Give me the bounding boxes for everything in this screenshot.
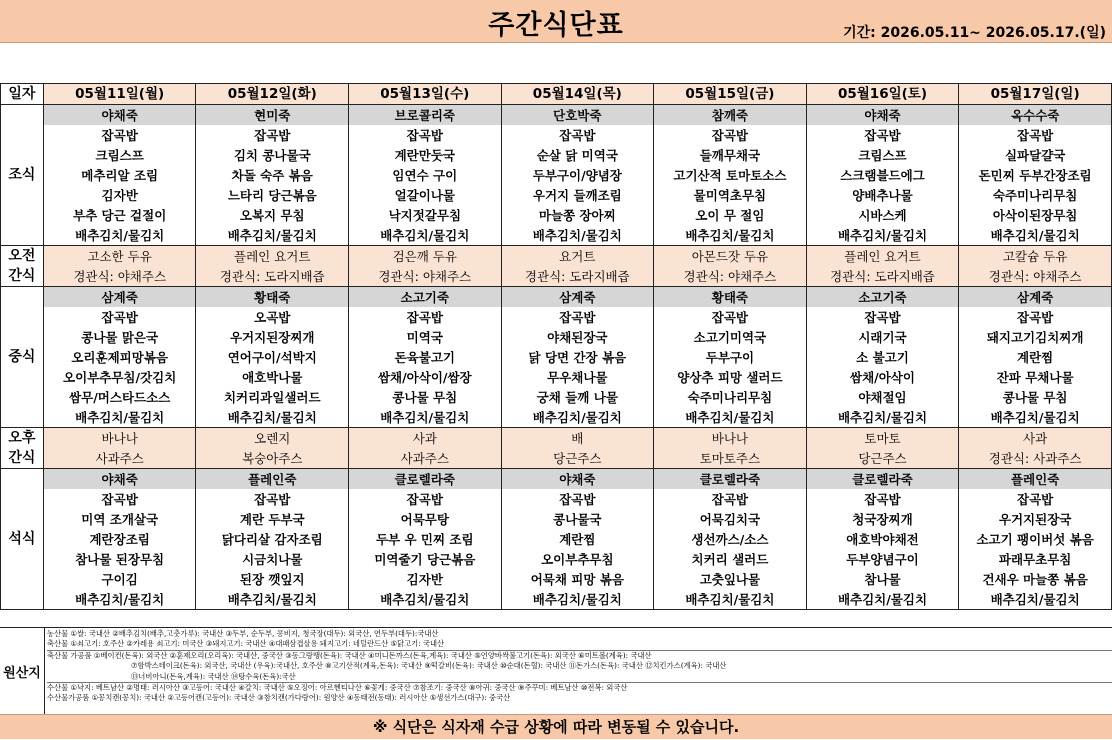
menu-item: 김치 콩나물국 [196, 145, 349, 165]
menu-item: 청국장찌개 [806, 509, 959, 529]
menu-item: 배추김치/물김치 [806, 225, 959, 246]
menu-item: 잡곡밥 [654, 125, 807, 145]
menu-item: 잡곡밥 [959, 125, 1112, 145]
menu-item: 배추김치/물김치 [196, 589, 349, 610]
menu-item: 오리훈제피망볶음 [43, 347, 196, 367]
breakfast-row [1, 185, 1112, 205]
day-header: 05월11일(월) [43, 84, 196, 105]
snack-item: 고칼슘 두유 [959, 246, 1112, 267]
porridge-item: 단호박죽 [501, 105, 654, 126]
menu-period: 기간: 2026.05.11~ 2026.05.17.(일) [843, 25, 1106, 41]
menu-item: 두부구이/양념장 [501, 165, 654, 185]
menu-item: 계란찜 [959, 347, 1112, 367]
menu-item: 우거지된장국 [959, 509, 1112, 529]
porridge-item: 클로렐라죽 [806, 469, 959, 490]
snack-item: 경관식: 야채주스 [349, 266, 502, 287]
menu-item: 크림스프 [43, 145, 196, 165]
dinner-row [1, 509, 1112, 529]
origin-info [0, 627, 1112, 715]
porridge-item: 플레인죽 [959, 469, 1112, 490]
menu-item: 미역줄기 당근볶음 [349, 549, 502, 569]
menu-item: 낙지젓갈무침 [349, 205, 502, 225]
menu-item: 배추김치/물김치 [959, 225, 1112, 246]
dinner-row [1, 469, 1112, 490]
menu-item: 파래무초무침 [959, 549, 1112, 569]
breakfast-row [1, 225, 1112, 246]
porridge-item: 삼계죽 [501, 287, 654, 308]
menu-item: 실파달걀국 [959, 145, 1112, 165]
snack-item: 바나나 [43, 428, 196, 449]
menu-item: 시바스케 [806, 205, 959, 225]
pm-snack-row [1, 448, 1112, 469]
dinner-row [1, 549, 1112, 569]
menu-item: 차돌 숙주 볶음 [196, 165, 349, 185]
snack-item: 사과주스 [349, 448, 502, 469]
menu-item: 잡곡밥 [349, 489, 502, 509]
snack-item: 플레인 요거트 [806, 246, 959, 267]
snack-item: 당근주스 [501, 448, 654, 469]
day-header: 05월14일(목) [501, 84, 654, 105]
menu-item: 쌈채/아삭이 [806, 367, 959, 387]
menu-item: 배추김치/물김치 [806, 407, 959, 428]
menu-item: 닭다리살 감자조림 [196, 529, 349, 549]
snack-item: 토마토주스 [654, 448, 807, 469]
menu-item: 배추김치/물김치 [43, 407, 196, 428]
menu-item: 임연수 구이 [349, 165, 502, 185]
breakfast-label: 조식 [1, 105, 44, 246]
snack-item: 경관식: 도라지배즙 [196, 266, 349, 287]
menu-item: 마늘쫑 장아찌 [501, 205, 654, 225]
porridge-item: 클로렐라죽 [654, 469, 807, 490]
menu-item: 메추리알 조림 [43, 165, 196, 185]
porridge-item: 삼계죽 [43, 287, 196, 308]
day-header: 05월15일(금) [654, 84, 807, 105]
menu-item: 계란장조림 [43, 529, 196, 549]
menu-item: 잡곡밥 [501, 125, 654, 145]
snack-item: 사과 [959, 428, 1112, 449]
origin-line: 수산물가공품 ①꽁치캔(꽁치): 국내산 ②고등어캔(고등어): 국내산 ③참치캔(가다랑어): 원양산 ④동태전(동태): 러시아산 ⑤생선가스(대구): 중국산 [47, 693, 511, 703]
footer-note: ※ 식단은 식자재 수급 상황에 따라 변동될 수 있습니다. [0, 714, 1112, 739]
menu-item: 미역국 [349, 327, 502, 347]
snack-item: 경관식: 도라지배즙 [806, 266, 959, 287]
menu-item: 숙주미나리무침 [959, 185, 1112, 205]
menu-item: 무우채나물 [501, 367, 654, 387]
menu-item: 치커리 샐러드 [654, 549, 807, 569]
menu-item: 잡곡밥 [501, 489, 654, 509]
breakfast-row [1, 165, 1112, 185]
dinner-row [1, 529, 1112, 549]
dinner-row [1, 589, 1112, 610]
origin-line: 축산물 ①쇠고기: 호주산 ②카레용 쇠고기: 미국산 ③돼지고기: 국내산 ④대패삼겹살용 돼지고기: 네덜란드산 ⑤닭고기: 국내산 [47, 639, 1112, 650]
menu-item: 돈육불고기 [349, 347, 502, 367]
snack-item: 플레인 요거트 [196, 246, 349, 267]
lunch-row [1, 287, 1112, 308]
lunch-label: 중식 [1, 287, 44, 428]
menu-item: 계란찜 [501, 529, 654, 549]
menu-item: 잡곡밥 [196, 125, 349, 145]
menu-item: 된장 깻잎지 [196, 569, 349, 589]
porridge-item: 플레인죽 [196, 469, 349, 490]
snack-item: 고소한 두유 [43, 246, 196, 267]
menu-item: 잡곡밥 [806, 307, 959, 327]
menu-item: 고춧잎나물 [654, 569, 807, 589]
menu-item: 참나물 된장무침 [43, 549, 196, 569]
title-bar [0, 0, 1112, 43]
pm-snack-label-bottom: 간식 [1, 448, 44, 469]
menu-item: 치커리과일샐러드 [196, 387, 349, 407]
breakfast-row [1, 105, 1112, 126]
date-column-label: 일자 [1, 84, 44, 105]
day-header: 05월17일(일) [959, 84, 1112, 105]
menu-item: 계란 두부국 [196, 509, 349, 529]
menu-item: 생선까스/소스 [654, 529, 807, 549]
menu-item: 오이부추무침 [501, 549, 654, 569]
menu-item: 두부구이 [654, 347, 807, 367]
menu-item: 오곡밥 [196, 307, 349, 327]
snack-item: 경관식: 야채주스 [959, 266, 1112, 287]
lunch-row [1, 307, 1112, 327]
menu-item: 스크램블드에그 [806, 165, 959, 185]
snack-item: 사과주스 [43, 448, 196, 469]
menu-item: 궁채 들깨 나물 [501, 387, 654, 407]
menu-item: 두부 우 민찌 조림 [349, 529, 502, 549]
menu-item: 잡곡밥 [349, 125, 502, 145]
header-row [1, 84, 1112, 105]
lunch-row [1, 407, 1112, 428]
menu-item: 우거지된장찌개 [196, 327, 349, 347]
menu-item: 배추김치/물김치 [349, 225, 502, 246]
menu-item: 잡곡밥 [654, 489, 807, 509]
menu-item: 콩나물 무침 [959, 387, 1112, 407]
menu-item: 소 불고기 [806, 347, 959, 367]
menu-item: 참나물 [806, 569, 959, 589]
dinner-row [1, 489, 1112, 509]
menu-item: 배추김치/물김치 [501, 225, 654, 246]
origin-line: 농산물 ①쌀: 국내산 ②배추김치(배추,고춧가루): 국내산 ③두부, 순두부, 콩비지, 청국장(대두): 외국산, 연두부(대두):국내산 [47, 629, 439, 638]
snack-item: 경관식: 야채주스 [654, 266, 807, 287]
porridge-item: 황태죽 [654, 287, 807, 308]
snack-item: 경관식: 야채주스 [43, 266, 196, 287]
menu-item: 잡곡밥 [959, 489, 1112, 509]
menu-item: 소고기 팽이버섯 볶음 [959, 529, 1112, 549]
breakfast-row [1, 125, 1112, 145]
snack-item: 경관식: 사과주스 [959, 448, 1112, 469]
menu-item: 크림스프 [806, 145, 959, 165]
porridge-item: 야채죽 [501, 469, 654, 490]
menu-item: 애호박나물 [196, 367, 349, 387]
snack-item: 복숭아주스 [196, 448, 349, 469]
snack-item: 오렌지 [196, 428, 349, 449]
origin-line: 축산물 가공품 ①베이컨(돈육): 외국산 ②훈제오리(오리육): 국내산, 중국산 ③동그랑땡(돈육): 국내산 ④미니돈까스(돈육,계육): 국내산 ⑤언양바싹불고기(돈육): 외국산 ⑥미트볼(계육): 국내산 [47, 650, 652, 660]
snack-item: 경관식: 도라지배즙 [501, 266, 654, 287]
snack-item: 요거트 [501, 246, 654, 267]
menu-item: 물미역초무침 [654, 185, 807, 205]
menu-item: 잡곡밥 [43, 307, 196, 327]
snack-item: 토마토 [806, 428, 959, 449]
am-snack-label-top: 오전 [1, 246, 44, 267]
menu-item: 양배추나물 [806, 185, 959, 205]
day-header: 05월16일(토) [806, 84, 959, 105]
origin-label: 원산지 [0, 628, 45, 714]
menu-item: 어묵김치국 [654, 509, 807, 529]
porridge-item: 브로콜리죽 [349, 105, 502, 126]
snack-item: 바나나 [654, 428, 807, 449]
menu-item: 잡곡밥 [43, 125, 196, 145]
menu-item: 두부양념구이 [806, 549, 959, 569]
menu-item: 쌈무/머스타드소스 [43, 387, 196, 407]
porridge-item: 삼계죽 [959, 287, 1112, 308]
menu-item: 야채된장국 [501, 327, 654, 347]
menu-item: 김자반 [43, 185, 196, 205]
breakfast-row [1, 205, 1112, 225]
menu-item: 시래기국 [806, 327, 959, 347]
dinner-row [1, 569, 1112, 589]
am-snack-row [1, 246, 1112, 267]
menu-item: 배추김치/물김치 [959, 407, 1112, 428]
porridge-item: 옥수수죽 [959, 105, 1112, 126]
menu-item: 배추김치/물김치 [959, 589, 1112, 610]
menu-item: 숙주미나리무침 [654, 387, 807, 407]
menu-item: 아삭이된장무침 [959, 205, 1112, 225]
menu-item: 잡곡밥 [501, 307, 654, 327]
menu-item: 양상추 피망 샐러드 [654, 367, 807, 387]
menu-item: 부추 당근 겉절이 [43, 205, 196, 225]
menu-item: 콩나물 맑은국 [43, 327, 196, 347]
snack-item: 당근주스 [806, 448, 959, 469]
menu-item: 배추김치/물김치 [654, 225, 807, 246]
menu-item: 닭 당면 간장 볶음 [501, 347, 654, 367]
menu-item: 야채절임 [806, 387, 959, 407]
menu-item: 느타리 당근볶음 [196, 185, 349, 205]
lunch-row [1, 327, 1112, 347]
menu-item: 소고기미역국 [654, 327, 807, 347]
menu-item: 고기산적 토마토소스 [654, 165, 807, 185]
menu-item: 배추김치/물김치 [349, 407, 502, 428]
menu-item: 연어구이/석박지 [196, 347, 349, 367]
am-snack-label-bottom: 간식 [1, 266, 44, 287]
menu-item: 순살 닭 미역국 [501, 145, 654, 165]
snack-item: 배 [501, 428, 654, 449]
porridge-item: 황태죽 [196, 287, 349, 308]
porridge-item: 야채죽 [806, 105, 959, 126]
menu-item: 잡곡밥 [43, 489, 196, 509]
menu-item: 애호박야채전 [806, 529, 959, 549]
menu-item: 시금치나물 [196, 549, 349, 569]
menu-item: 배추김치/물김치 [501, 589, 654, 610]
origin-line: 수산물 ①낙지: 베트남산 ②명태: 러시아산 ③고등어: 국내산 ④갈치: 국내산 ⑤오징어: 아르헨티나산 ⑥꽃게: 중국산 ⑦참조기: 중국산 ⑧아귀: 중국산 ⑨주꾸미: 베트남산 ⑩전복: 외국산 [47, 682, 628, 692]
menu-item: 잡곡밥 [806, 125, 959, 145]
porridge-item: 참깨죽 [654, 105, 807, 126]
lunch-row [1, 387, 1112, 407]
day-header: 05월12일(화) [196, 84, 349, 105]
menu-item: 돈민찌 두부간장조림 [959, 165, 1112, 185]
porridge-item: 클로렐라죽 [349, 469, 502, 490]
menu-item: 배추김치/물김치 [654, 407, 807, 428]
menu-item: 오이 무 절임 [654, 205, 807, 225]
menu-item: 잡곡밥 [349, 307, 502, 327]
porridge-item: 야채죽 [43, 469, 196, 490]
menu-item: 구이김 [43, 569, 196, 589]
porridge-item: 야채죽 [43, 105, 196, 126]
menu-item: 얼갈이나물 [349, 185, 502, 205]
menu-item: 오복지 무침 [196, 205, 349, 225]
pm-snack-label-top: 오후 [1, 428, 44, 449]
dinner-label: 석식 [1, 469, 44, 610]
menu-item: 미역 조개살국 [43, 509, 196, 529]
page-title: 주간식단표 [488, 10, 624, 41]
menu-item: 배추김치/물김치 [196, 407, 349, 428]
menu-item: 잡곡밥 [959, 307, 1112, 327]
lunch-row [1, 347, 1112, 367]
porridge-item: 소고기죽 [806, 287, 959, 308]
porridge-item: 현미죽 [196, 105, 349, 126]
menu-item: 배추김치/물김치 [654, 589, 807, 610]
menu-item: 배추김치/물김치 [196, 225, 349, 246]
menu-item: 배추김치/물김치 [349, 589, 502, 610]
lunch-row [1, 367, 1112, 387]
am-snack-row [1, 266, 1112, 287]
menu-item: 잡곡밥 [654, 307, 807, 327]
pm-snack-row [1, 428, 1112, 449]
menu-item: 배추김치/물김치 [501, 407, 654, 428]
weekly-menu-table [0, 83, 1112, 610]
menu-item: 배추김치/물김치 [43, 589, 196, 610]
menu-item: 우거지 들깨조림 [501, 185, 654, 205]
breakfast-row [1, 145, 1112, 165]
origin-line: ⑦함박스테이크(돈육): 외국산, 국내산 (우육):국내산, 호주산 ⑧고기산적(계육,돈육): 국내산 ⑨떡갈비(돈육): 국내산 ⑩순대(돈혈): 국내산 ⑪돈가스(돈육): 국내산 ⑫치킨가스(계육): 국내산 [131, 661, 727, 671]
menu-item: 배추김치/물김치 [806, 589, 959, 610]
menu-item: 돼지고기김치찌개 [959, 327, 1112, 347]
menu-item: 배추김치/물김치 [43, 225, 196, 246]
menu-item: 김자반 [349, 569, 502, 589]
menu-item: 쌈채/아삭이/쌈장 [349, 367, 502, 387]
day-header: 05월13일(수) [349, 84, 502, 105]
snack-item: 아몬드잣 두유 [654, 246, 807, 267]
menu-item: 들깨무채국 [654, 145, 807, 165]
origin-lines [47, 629, 1112, 704]
origin-line: ⑬너비아니(돈육,계육): 국내산 ⑭탕수육(돈육):국산 [47, 672, 1112, 683]
menu-item: 어묵채 피망 볶음 [501, 569, 654, 589]
snack-item: 검은깨 두유 [349, 246, 502, 267]
menu-item: 잡곡밥 [196, 489, 349, 509]
menu-item: 잔파 무채나물 [959, 367, 1112, 387]
menu-item: 오이부추무침/갓김치 [43, 367, 196, 387]
menu-item: 어묵무탕 [349, 509, 502, 529]
snack-item: 사과 [349, 428, 502, 449]
porridge-item: 소고기죽 [349, 287, 502, 308]
menu-item: 계란만둣국 [349, 145, 502, 165]
menu-item: 잡곡밥 [806, 489, 959, 509]
menu-item: 건새우 마늘쫑 볶음 [959, 569, 1112, 589]
menu-item: 콩나물국 [501, 509, 654, 529]
menu-item: 콩나물 무침 [349, 387, 502, 407]
